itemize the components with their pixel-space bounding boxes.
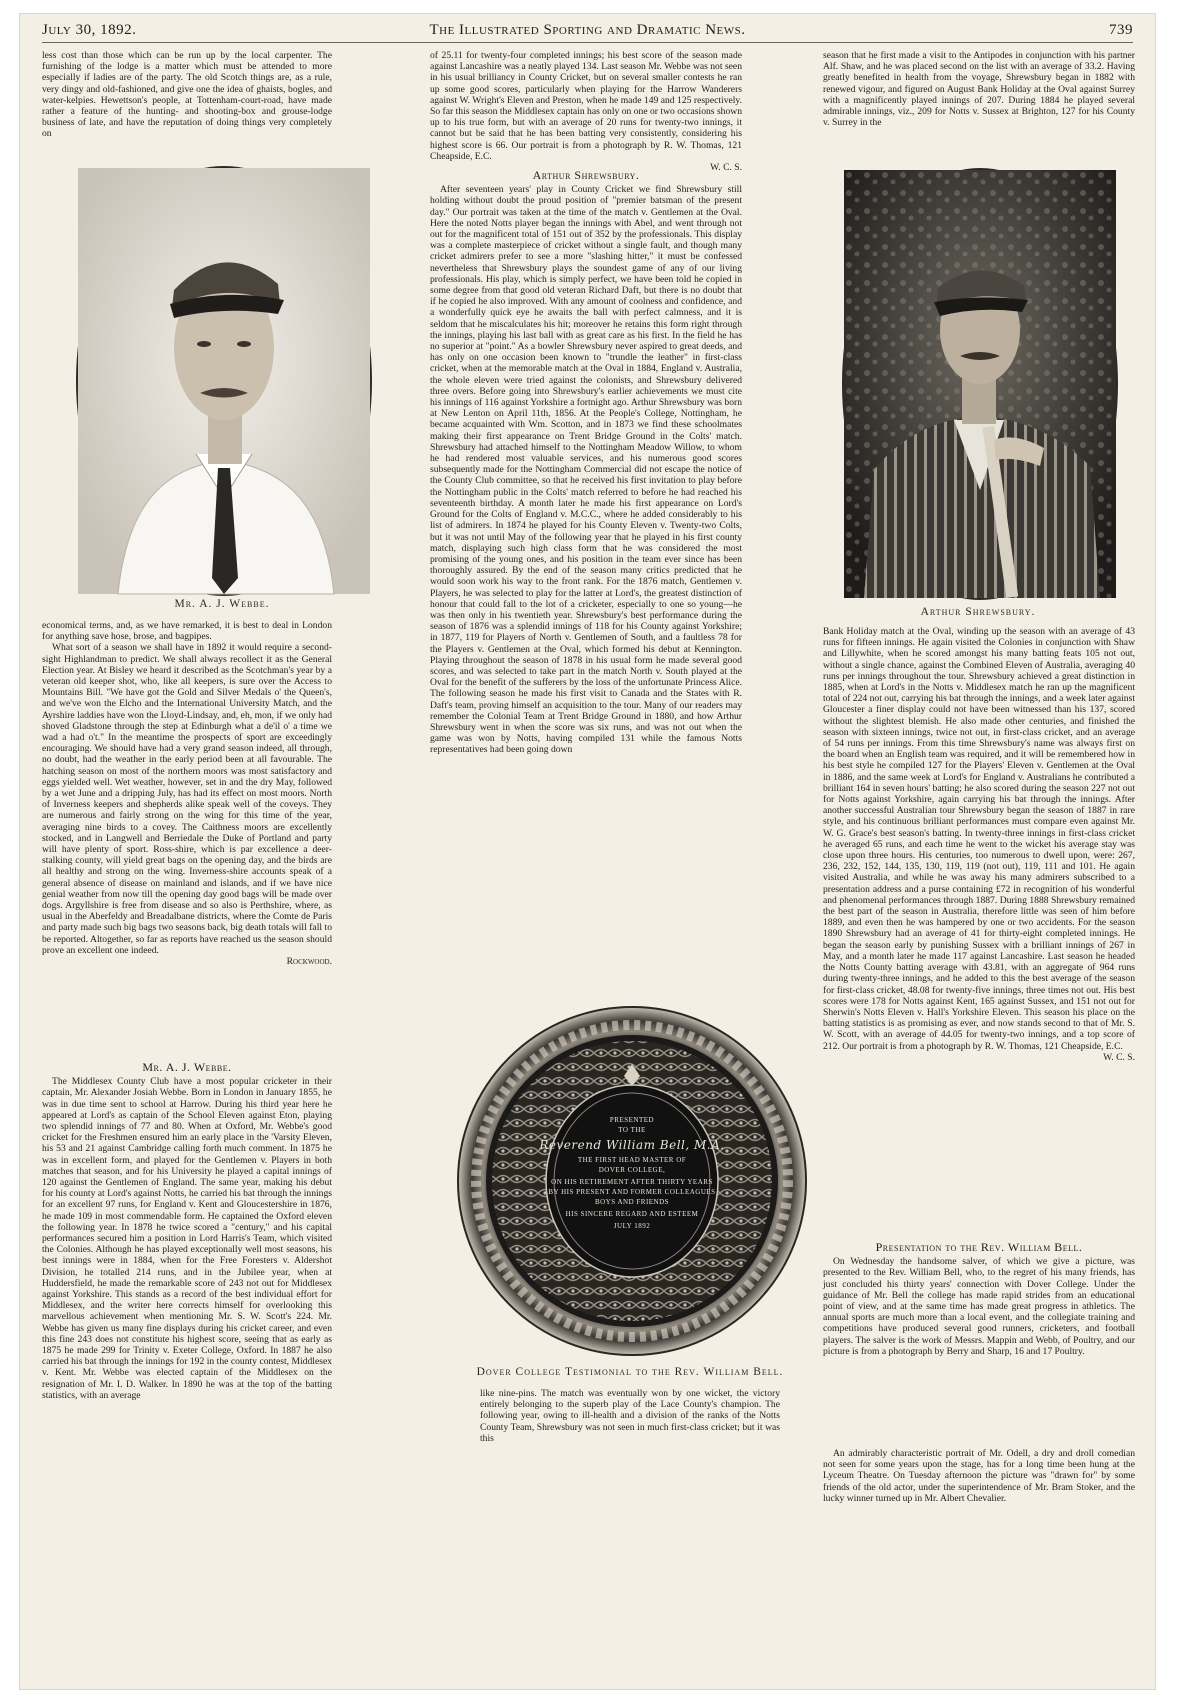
right-column-middle — [823, 626, 1135, 1200]
salver-inscription-date: JULY 1892 — [613, 1222, 651, 1230]
middle-top-paragraph: of 25.11 for twenty-four completed innings; his best score of the season made against Lancashire was a neatly played 134. Last season Mr. Webbe was not seen in his usual brilliancy in County Cricket, but on several smaller contests he ran up some good scores, particularly when playing for the Harrow Wanderers against W. Wright's Eleven and Preston, when he made 149 and 125 respectively. So far this season the Middlesex captain has only on one or two occasions shown up to his true form, but with an average of 20 runs for twenty-two innings, it cannot but be said that he has been batting very consistently, considering his highest score is 66. Our portrait is from a photograph by R. W. Thomas, 121 Cheapside, E.C. — [430, 50, 742, 162]
middle-column-shrewsbury — [430, 166, 742, 990]
left-column-webbe — [42, 1058, 332, 1586]
webbe-portrait-image — [78, 168, 370, 594]
salver-inscription-to: TO THE — [618, 1126, 646, 1134]
middle-bottom-paragraph: like nine-pins. The match was eventually won by one wicket, the victory entirely belonging to the superb play of the Lace County's champion. The following year, owing to ill-health and a division of the ranks of the Notts County Team, Shrewsbury was not seen in much first-class cricket; but it was this — [480, 1388, 780, 1444]
right-mid-paragraph: Bank Holiday match at the Oval, winding up the season with an average of 43 runs for fifteen innings. He again visited the Colonies in conjunction with Shaw and Lillywhite, when he scored amongst his many batting feats 105 not out, without a single chance, against the Combined Eleven of Australia, averaging 40 runs per innings throughout the tour. Shrewsbury achieved a great distinction in 1885, when at Lord's in the Notts v. Middlesex match he ran up the magnificent total of 224 not out, carrying his bat through the innings, and a week later against Gloucester a finer display could not have been witnessed than his 137, scored without the slightest blemish. He also made other centuries, and finished the season with sixteen innings, twice not out, in first-class cricket, and an average of 54 runs per innings. From this time Shrewsbury's name was always first on the board when an English team was required, and it will be remembered how in his best style he compiled 127 for the Players' Eleven v. Gentlemen at the Oval in 1886, and the same week at Lord's for England v. Australians he contributed a brilliant 164 in seven hours' batting; he also scored during the season 227 not out for Notts against Yorkshire, again carrying his bat through the innings. After another successful Australian tour Shrewsbury began the season of 1887 in rare style, and his continuous brilliant performances must compare even against Mr. W. G. Grace's best season's batting. In twenty-three innings in first-class cricket he averaged 65 runs, and each time he went to the wicket his average stay was close upon three hours. His centuries, too numerous to dwell upon, were: 267, 236, 232, 152, 144, 135, 130, 119, 119 (not out), 119, 111 and 101. He again visited Australia, and while he was away his many admirers subscribed to a presentation address and a purse containing £72 in recognition of his wonderful and phenomenal performances through 1887. During 1888 Shrewsbury remained the best part of the season in Australia, therefore little was seen of him before 1889, and even then he was hampered by one or two accidents. For the season 1890 Shrewsbury had an average of 41 for thirty-eight completed innings. He began the season early by punishing Sussex with a brilliant innings of 267 in May, and a month later he made 117 against Lancashire. Last season he headed the Notts County batting average with 43.81, with an aggregate of 964 runs during twenty-three innings, and he added to this the best average of the season for first-class cricket, 48.08 for twenty-five innings, three times not out. His best scores were 178 for Notts against Kent, 165 against Sussex, and 151 not out for Sherwin's Notts Eleven v. Hall's Yorkshire Eleven. This season his place on the batting statistics is as promising as ever, and now stands second to that of Mr. S. W. Scott, with an average of 44.05 for twenty-two innings, and a top score of 212. Our portrait is from a photograph by R. W. Thomas, 121 Cheapside, E.C. — [823, 626, 1135, 1052]
salver-inscription-name: Reverend William Bell, M.A. — [539, 1138, 725, 1152]
salver-inscription-line1: THE FIRST HEAD MASTER OF — [577, 1156, 687, 1164]
salver-inscription-line3: ON HIS RETIREMENT AFTER THIRTY YEARS — [551, 1178, 713, 1186]
bell-paragraph: On Wednesday the handsome salver, of which we give a picture, was presented to the Rev. William Bell, who, to the regret of his many friends, has just concluded his thirty years' connection with Dover College. Under the guidance of Mr. Bell the college has made rapid strides from an educational point of view, and at the same time has made great progress in athletics. The annual sports are much more than a local event, and the collegiate training and competitions have produced several good runners, cricketers, and football players. The salver is the work of Messrs. Mappin and Webb, of Poultry, and our picture is from a photograph by Berry and Sharp, 16 and 17 Poultry. — [823, 1256, 1135, 1357]
webbe-biography: The Middlesex County Club have a most popular cricketer in their captain, Mr. Alexander Josiah Webbe. Born in London in January 1855, he was in due time sent to school at Harrow. During his third year here he appeared at Lord's as captain of the School Eleven against Eton, playing two splendid innings of 77 and 80. When at Oxford, Mr. Webbe's good cricket for the Freshmen ensured him an early place in the 'Varsity Eleven, his 53 and 21 against Cambridge calling forth much comment. In 1875 he was in excellent form, and played for the Gentlemen v. Players in both matches that season, and for his University he played a capital innings of 120 against the Gentlemen of England. The same year, making his debut for his county at Lord's against Notts, he carried his bat through the innings for an excellent 97 runs, for England v. Kent and Gloucestershire in 1876, he made 109 in most commendable form. He captained the Oxford eleven the following year. In 1878 he twice scored a "century," and his capital performances secured him a position in Lord Harris's Team, which visited the Colonies. Although he has played exceptionally well most seasons, his best innings were in 1884, when for the Free Foresters v. Aldershot Division, he totalled 214 runs, and in the Jubilee year, when at Huddersfield, he made the remarkable score of 243 not out for Middlesex against Yorkshire. This stands as a record of the best individual effort for Middlesex, and the writer here corrects himself for overlooking this marvellous achievement when mentioning Mr. S. W. Scott's 224. Mr. Webbe has given us many fine displays during his cricket career, and even this fine 243 does not constitute his highest score, seeing that as early as 1875 he made 299 for Trinity v. Exeter College, Oxford. In 1887 he also carried his bat through the innings for 192 in the county contest, Middlesex v. Kent. Mr. Webbe was elected captain of the Middlesex on the resignation of Mr. I. D. Walker. In 1890 he was at the top of the batting statistics, with an average — [42, 1076, 332, 1401]
odell-paragraph: An admirably characteristic portrait of Mr. Odell, a dry and droll comedian not seen for some years upon the stage, has for a long time been hung at the Lyceum Theatre. On Tuesday afternoon the picture was "drawn for" by some friends of the old actor, under the superintendence of Mr. Bram Stoker, and the lucky winner turned up in Mr. Albert Chevalier. — [823, 1448, 1135, 1504]
right-top-paragraph: season that he first made a visit to the Antipodes in conjunction with his partner Alf. Shaw, and he was placed second on the list with an average of 33.2. Having greatly benefited in health from the voyage, Shrewsbury began in 1882 with renewed vigour, and figured on August Bank Holiday at the Oval against Surrey with a magnificently played innings of 207. During 1884 he played several admirable innings, viz., 209 for Notts v. Sussex at Brighton, 127 for his County v. Surrey in the — [823, 50, 1135, 129]
left-mid-paragraph-2: What sort of a season we shall have in 1892 it would require a second-sight Highlandman to predict. We shall always recollect it as the General Election year. At Bisley we heard it described as the Scotchman's year by a veteran old keeper shot, who, like all keepers, is sure over the Access to Mountains Bill. "We have got the Gold and Silver Medals o' the Queen's, and we've won the Elcho and the International University Match, and the Ayrshire laddies have won the Lloyd-Lindsay, and, eh, mon, if we only had shoved Gladstone through the step at Edinburgh what a de'il o' a time we wad a had o't." In the meantime the prospects of sport are exceedingly encouraging. We should have had a very grand season indeed, all through, no doubt, had the weather in the early period been at all favourable. The hatching season on most of the northern moors was most satisfactory and eggs yielded well. Wet weather, however, set in and the dry May, followed by a wet June and a dripping July, has had its effect on most moors. North of Inverness keepers and shepherds alike speak well of the coveys. They are numerous and fairly strong on the wing for this time of the year, averaging nine birds to a covey. The Caithness moors are excellently stocked, and in Langwell and Berriedale the Duke of Portland and party will have plenty of sport. Ross-shire, which is par excellence a deer-stalking county, will yield great bags on the opening day, and the birds are all healthy and strong on the wing. Inverness-shire accounts speak of a general absence of disease on mainland and islands, and if we have nice genial weather from now till the opening day good bags will be made over dogs. Argyllshire is free from disease and so also is Perthshire, where, as usual in the Aberfeldy and Breadalbane districts, where the Comte de Paris and party made such big bags two seasons back, big death totals will fall to be reported. Altogether, so far as reports have reached us the season should prove an excellent one indeed. — [42, 642, 332, 956]
salver-inscription-line6: HIS SINCERE REGARD AND ESTEEM — [565, 1210, 699, 1218]
right-column-bell — [823, 1238, 1135, 1442]
newspaper-page — [20, 14, 1155, 1689]
salver-caption: Dover College Testimonial to the Rev. William Bell. — [476, 1366, 784, 1378]
rockwood-signature: Rockwood. — [286, 956, 332, 968]
right-column-odell — [823, 1448, 1135, 1578]
left-top-paragraph: less cost than those which can be run up by the local carpenter. The furnishing of the lodge is a matter which must be attended to more especially if ladies are of the party. The old Scotch things are, as a rule, very dingy and old-fashioned, and give one the idea of ghaists, bogles, and water-kelpies. Hewettson's people, at Tottenham-court-road, have made rather a feature of the hunting- and shooting-box and grouse-lodge business of late, and have the reputation of doing things very completely on — [42, 50, 332, 140]
salver-inscription-line5: BOYS AND FRIENDS — [594, 1198, 670, 1206]
middle-column-bottom — [480, 1388, 780, 1548]
running-head — [42, 20, 1133, 43]
salver-inscription-presented: PRESENTED — [609, 1116, 655, 1124]
left-column-middle — [42, 620, 332, 1054]
left-mid-paragraph-1: economical terms, and, as we have remarked, it is best to deal in London for anything save hose, brose, and bagpipes. — [42, 620, 332, 643]
middle-column-top — [430, 50, 742, 174]
shrewsbury-signature: W. C. S. — [1103, 1051, 1135, 1063]
webbe-portrait — [76, 166, 372, 596]
shrewsbury-portrait-caption: Arthur Shrewsbury. — [920, 606, 1036, 618]
webbe-heading: Mr. A. J. Webbe. — [142, 1060, 232, 1074]
page-number: 739 — [1109, 22, 1133, 38]
shrewsbury-biography: After seventeen years' play in County Cricket we find Shrewsbury still holding without doubt the proud position of "premier batsman of the present day." Our portrait was taken at the time of the match v. Gentlemen at the Oval. Here the noted Notts player began the innings with Abel, and went through not out for the magnificent total of 151 out of 352 by the professionals. This display was a complete masterpiece of cricket without a single fault, and though many cricket admirers prefer to see a more "slashing hitter," it must be confessed nevertheless that Shrewsbury plays the soundest game of any of our living professionals. His play, which is simply perfect, we have been told he copied in some degree from that good old veteran Richard Daft, but there is no doubt that if he copied he also improved. With any amount of coolness and confidence, and a wonderfully quick eye he awaits the ball with perfect calmness, and it is seldom that he miscalculates his hit; moreover he retains this form right through the innings, playing his last ball with as great care as his first. In the field he has no superior at "point." As a bowler Shrewsbury never aspired to great deeds, and has only on one occasion been known to "trundle the leather" in first-class cricket, when at the memorable match at the Oval in 1884, England v. Australia, the whole eleven were tried against the colonists, and Shrewsbury delivered three overs. Before going into Shrewsbury's earlier achievements we must cite his innings of 116 against Yorkshire a fortnight ago. Arthur Shrewsbury was born at New Lenton on April 11th, 1856. At the People's College, Nottingham, he became acquainted with Wm. Scotton, and in 1873 we find these schoolmates making their first appearance on Trent Bridge Ground in the Colts' match. Shrewsbury had attached himself to the Nottingham Meadow Willow, to whom he had rendered most valuable services, and his numerous good scores subsequently made for the Nottingham Commercial did not escape the notice of the County Club committee, so that he received his first invitation to play before the Nottingham public in the Colts' match referred to before he had reached his seventeenth birthday. A month later he made his first appearance on Lord's Ground for the Colts of England v. M.C.C., where he added considerably to his list of admirers. In 1874 he played for his County Eleven v. Twenty-two Colts, but it was not until May of the following year that he played in his first county match, displaying such high class form that he was considered the most promising of the young ones, and his position in the team ever since has been thoroughly assured. By the end of the season many critics predicted that he would soon work his way to the front rank. For the 1876 match, Gentlemen v. Players, he was selected to play for the latter at Lord's, the greatest distinction of honour that could fall to the lot of a cricketer, especially to one so young—he was then only in his twentieth year. Shrewsbury's best performance during the season of 1876 was a splendid innings of 118 for his County against Yorkshire; in 1877, 119 for Players of North v. Gentlemen of South, and a faultless 78 for the Players v. Gentlemen at the Oval, which formed his debut at Kennington. Playing throughout the season of 1878 in his usual form he made several good scores, and was selected to take part in the match North v. South played at the Oval for the benefit of the sufferers by the loss of the unfortunate Princess Alice. The following season he made his first visit to Canada and the States with R. Daft's team, proving himself an acquisition to the tour. Many of our readers may remember the Colonial Team at Trent Bridge Ground in 1880, and how Arthur Shrewsbury went in when the score was six runs, and was not out when the game was won by Notts, having compiled 131 while the famous Notts representatives had been going down — [430, 184, 742, 756]
webbe-portrait-caption: Mr. A. J. Webbe. — [174, 598, 270, 610]
bell-heading: Presentation to the Rev. William Bell. — [875, 1240, 1083, 1254]
salver-illustration — [454, 1004, 810, 1358]
shrewsbury-portrait — [842, 168, 1118, 600]
right-column-top — [823, 50, 1135, 164]
shrewsbury-heading: Arthur Shrewsbury. — [532, 168, 640, 182]
salver-inscription-line2: DOVER COLLEGE, — [598, 1166, 666, 1174]
webbe-signature: W. C. S. — [710, 162, 742, 174]
publication-title: The Illustrated Sporting and Dramatic News. — [429, 22, 746, 38]
issue-date: July 30, 1892. — [42, 22, 137, 38]
salver-inscription-line4: BY HIS PRESENT AND FORMER COLLEAGUES — [548, 1188, 716, 1196]
left-column-top — [42, 50, 332, 140]
shrewsbury-portrait-image — [844, 170, 1116, 598]
